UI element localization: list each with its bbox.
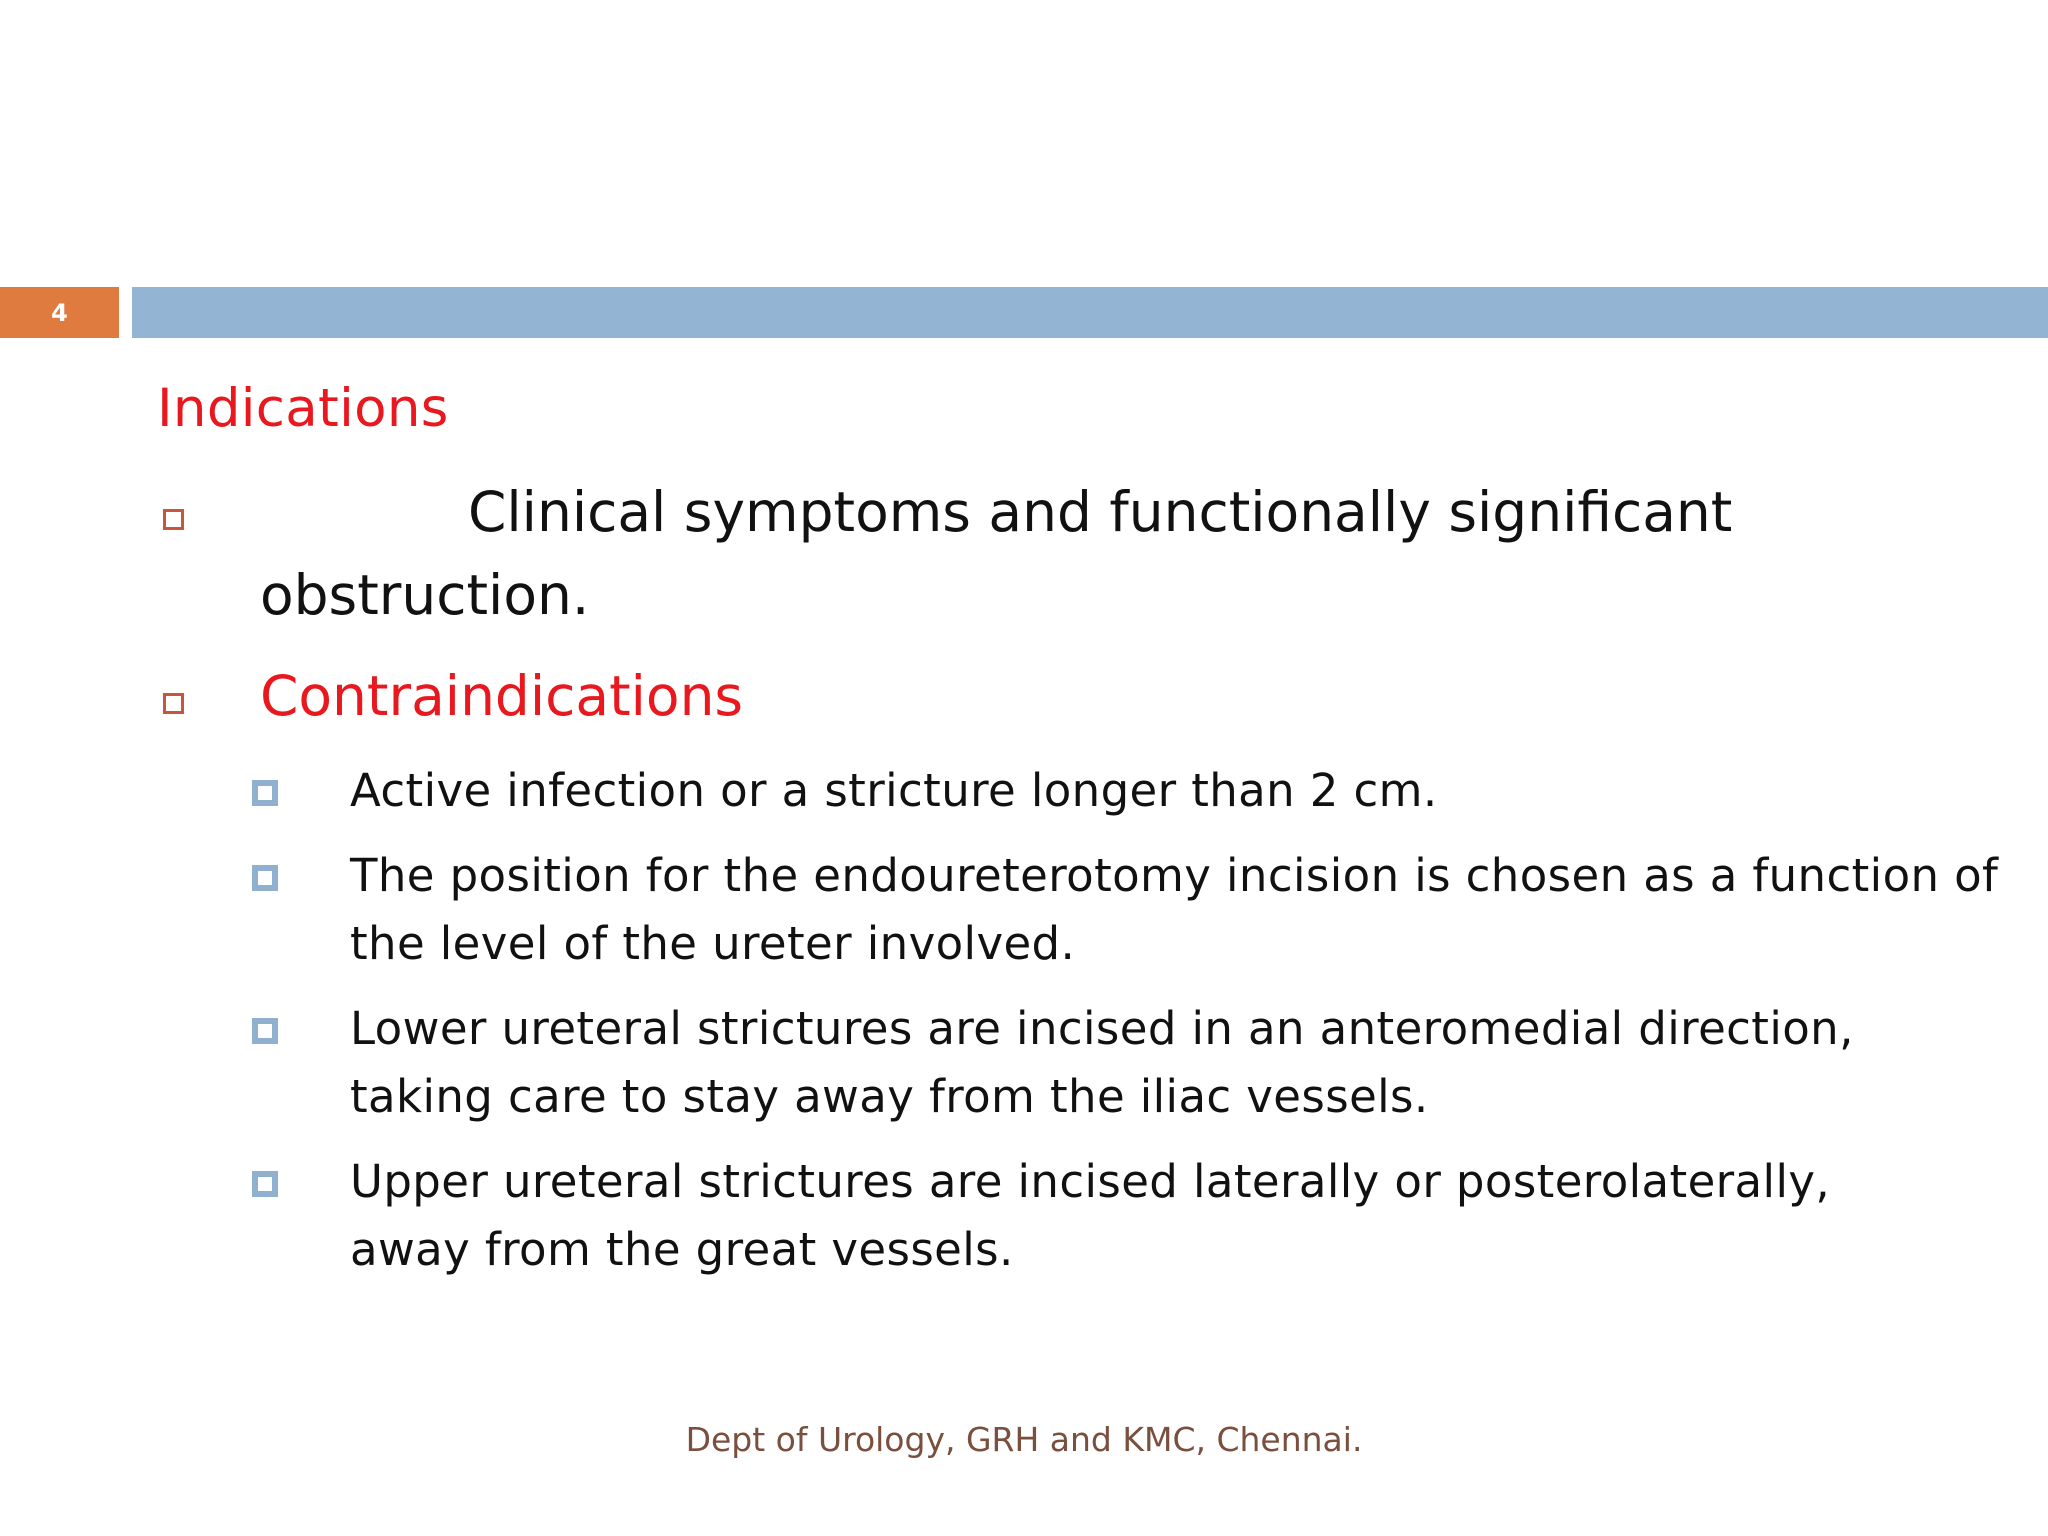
sub-bullet-square-icon xyxy=(252,1171,278,1197)
sub-bullet-square-icon xyxy=(252,865,278,891)
bullet-hollow-square-icon xyxy=(163,509,184,530)
sub-bullet-3-line-1: Lower ureteral strictures are incised in an anteromedial direction, xyxy=(350,1002,1854,1055)
header-bar xyxy=(132,287,2048,338)
sub-bullet-2-line-2: the level of the ureter involved. xyxy=(350,917,1076,970)
sub-bullet-square-icon xyxy=(252,1018,278,1044)
sub-bullet-3-line-2: taking care to stay away from the iliac vessels. xyxy=(350,1070,1429,1123)
contraindications-heading: Contraindications xyxy=(260,664,744,728)
sub-bullet-4-line-2: away from the great vessels. xyxy=(350,1223,1014,1276)
sub-bullet-2-line-1: The position for the endoureterotomy incision is chosen as a function of xyxy=(350,849,1999,902)
bullet-1-line-1: Clinical symptoms and functionally significant xyxy=(468,480,1733,544)
bullet-hollow-square-icon xyxy=(163,693,184,714)
slide-number: 4 xyxy=(0,287,119,338)
sub-bullet-1-line-1: Active infection or a stricture longer than 2 cm. xyxy=(350,764,1438,817)
bullet-1-line-2: obstruction. xyxy=(260,563,590,627)
indications-heading: Indications xyxy=(157,378,449,439)
sub-bullet-square-icon xyxy=(252,780,278,806)
sub-bullet-4-line-1: Upper ureteral strictures are incised laterally or posterolaterally, xyxy=(350,1155,1831,1208)
footer-text: Dept of Urology, GRH and KMC, Chennai. xyxy=(685,1420,1363,1459)
